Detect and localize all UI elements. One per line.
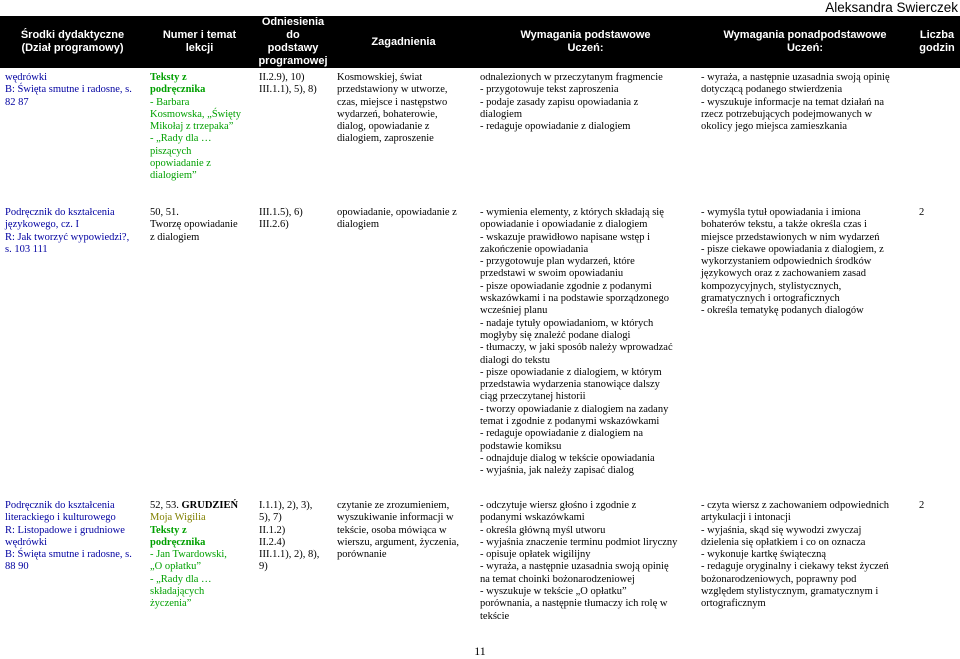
cell-podstawowe: - wymienia elementy, z których składają się opowiadanie i opowiadanie z dialogiem - wskazuje prawidłowo napisane wstęp i zakończenie opowiadania - przygotowuje plan wydarzeń, które przedstawi w swoim opowiadaniu - pisze opowiadanie zgodnie z podanymi wskazówkami i na podstawie sporządzonego wcześniej planu - nadaje tytuły opowiadaniom, w których mogłyby się znaleźć podane dialogi - tłumaczy, w jaki sposób należy wprowadzać dialogi do tekstu - pisze opowiadanie z dialogiem, w którym przedstawia wydarzenia stanowiące dalszy ciąg przeczytanej historii - tworzy opowiadanie z dialogiem na zadany temat i zgodnie z podanymi wskazówkami - redaguje opowiadanie z dialogiem na podstawie komiksu - odnajduje dialog w tekście opowiadania - wyjaśnia, jak należy zapisać dialog bbox=[480, 207, 673, 477]
cell-ponadpodstawowe: - wymyśla tytuł opowiadania i imiona bohaterów tekstu, a także określa czas i miejsce przedstawionych w nim wydarzeń - pisze ciekawe opowiadania z dialogiem, z wykorzystaniem odpowiednich środków językowych oraz z zachowaniem zasad kompozycyjnych, stylistycznych, gramatycznych i ortograficznych - określa tematykę podanych dialogów bbox=[701, 207, 884, 317]
lesson-month: GRUDZIEŃ bbox=[181, 500, 239, 511]
lesson-title: Moja Wigilia bbox=[150, 512, 206, 524]
texts-list: - Barbara Kosmowska, „Święty Mikołaj z trzepaka” - „Rady dla … piszących opowiadanie z dialogiem” bbox=[150, 96, 241, 182]
cell-zagadnienia: Kosmowskiej, świat przedstawiony w utworze, czas, miejsce i następstwo wydarzeń, bohaterowie, dialog, opowiadanie z dialogiem, zaproszenie bbox=[337, 72, 448, 145]
texts-heading: Teksty z podręcznika bbox=[150, 72, 206, 96]
cell-srodki: wędrówki B: Święta smutne i radosne, s. 82 87 bbox=[5, 72, 132, 108]
page-number: 11 bbox=[474, 644, 486, 658]
header-godziny: Liczba godzin bbox=[914, 16, 960, 68]
header-srodki: Środki dydaktyczne (Dział programowy) bbox=[0, 16, 145, 68]
header-row bbox=[0, 16, 960, 68]
cell-srodki: Podręcznik do kształcenia językowego, cz. I R: Jak tworzyć wypowiedzi?, s. 103 111 bbox=[5, 207, 130, 255]
cell-godziny: 2 bbox=[919, 500, 925, 511]
cell-odniesienia: III.1.5), 6) III.2.6) bbox=[259, 207, 303, 231]
cell-odniesienia: II.2.9), 10) III.1.1), 5), 8) bbox=[259, 72, 317, 96]
curriculum-table bbox=[0, 16, 960, 642]
cell-godziny: 2 bbox=[919, 207, 925, 218]
cell-podstawowe: - odczytuje wiersz głośno i zgodnie z podanymi wskazówkami - określa główną myśl utworu - wyjaśnia znaczenie terminu podmiot liryczny - opisuje opłatek wigilijny - wyraża, a następnie uzasadnia swoją opinię na temat choinki bożonarodzeniowej - wyszukuje w tekście „O opłatku” porównania, a następnie tłumaczy ich rolę w tekście bbox=[480, 500, 678, 622]
cell-ponadpodstawowe: - wyraża, a następnie uzasadnia swoją opinię dotyczącą podanego stwierdzenia - wyszukuje informacje na temat działań na rzecz potrzebujących podejmowanych w okolicy jego miejsca zamieszkania bbox=[701, 72, 890, 133]
header-odniesienia: Odniesienia do podstawy programowej bbox=[254, 16, 332, 68]
cell-godziny bbox=[914, 68, 960, 198]
cell-lekcja bbox=[145, 198, 254, 491]
cell-odniesienia: I.1.1), 2), 3), 5), 7) II.1.2) II.2.4) III.1.1), 2), 8), 9) bbox=[259, 500, 320, 573]
cell-zagadnienia: czytanie ze zrozumieniem, wyszukiwanie informacji w tekście, osoba mówiąca w wierszu, argument, życzenia, porównanie bbox=[337, 500, 459, 561]
cell-zagadnienia: opowiadanie, opowiadanie z dialogiem bbox=[337, 207, 457, 231]
header-podstawowe: Wymagania podstawowe Uczeń: bbox=[475, 16, 696, 68]
header-lekcja: Numer i temat lekcji bbox=[145, 16, 254, 68]
author-name: Aleksandra Swierczek bbox=[825, 0, 958, 15]
lesson-number: 52, 53. bbox=[150, 500, 179, 511]
cell-srodki: Podręcznik do kształcenia literackiego i kulturowego R: Listopadowe i grudniowe wędrówki B: Święta smutne i radosne, s. 88 90 bbox=[5, 500, 132, 573]
lesson-title: Tworzę opowiadanie z dialogiem bbox=[150, 219, 238, 243]
table-row bbox=[0, 68, 960, 198]
texts-list: - Jan Twardowski, „O opłatku” - „Rady dla … składających życzenia” bbox=[150, 549, 227, 610]
cell-lekcja bbox=[145, 68, 254, 198]
texts-heading: Teksty z podręcznika bbox=[150, 524, 206, 548]
header-ponadpodstawowe: Wymagania ponadpodstawowe Uczeń: bbox=[696, 16, 914, 68]
table-row bbox=[0, 491, 960, 642]
cell-lekcja bbox=[145, 491, 254, 642]
lesson-heading bbox=[150, 500, 249, 512]
header-zagadnienia: Zagadnienia bbox=[332, 16, 475, 68]
cell-ponadpodstawowe: - czyta wiersz z zachowaniem odpowiednich artykulacji i intonacji - wyjaśnia, skąd się wywodzi zwyczaj dzielenia się opłatkiem i co on oznacza - wykonuje kartkę świąteczną - redaguje oryginalny i ciekawy tekst życzeń bożonarodzeniowych, poprawny pod względem stylistycznym, gramatycznym i ortograficznym bbox=[701, 500, 890, 610]
table-row bbox=[0, 198, 960, 491]
lesson-number: 50, 51. bbox=[150, 207, 179, 218]
cell-podstawowe: odnalezionych w przeczytanym fragmencie - przygotowuje tekst zaproszenia - podaje zasady zapisu opowiadania z dialogiem - redaguje opowiadanie z dialogiem bbox=[480, 72, 663, 133]
